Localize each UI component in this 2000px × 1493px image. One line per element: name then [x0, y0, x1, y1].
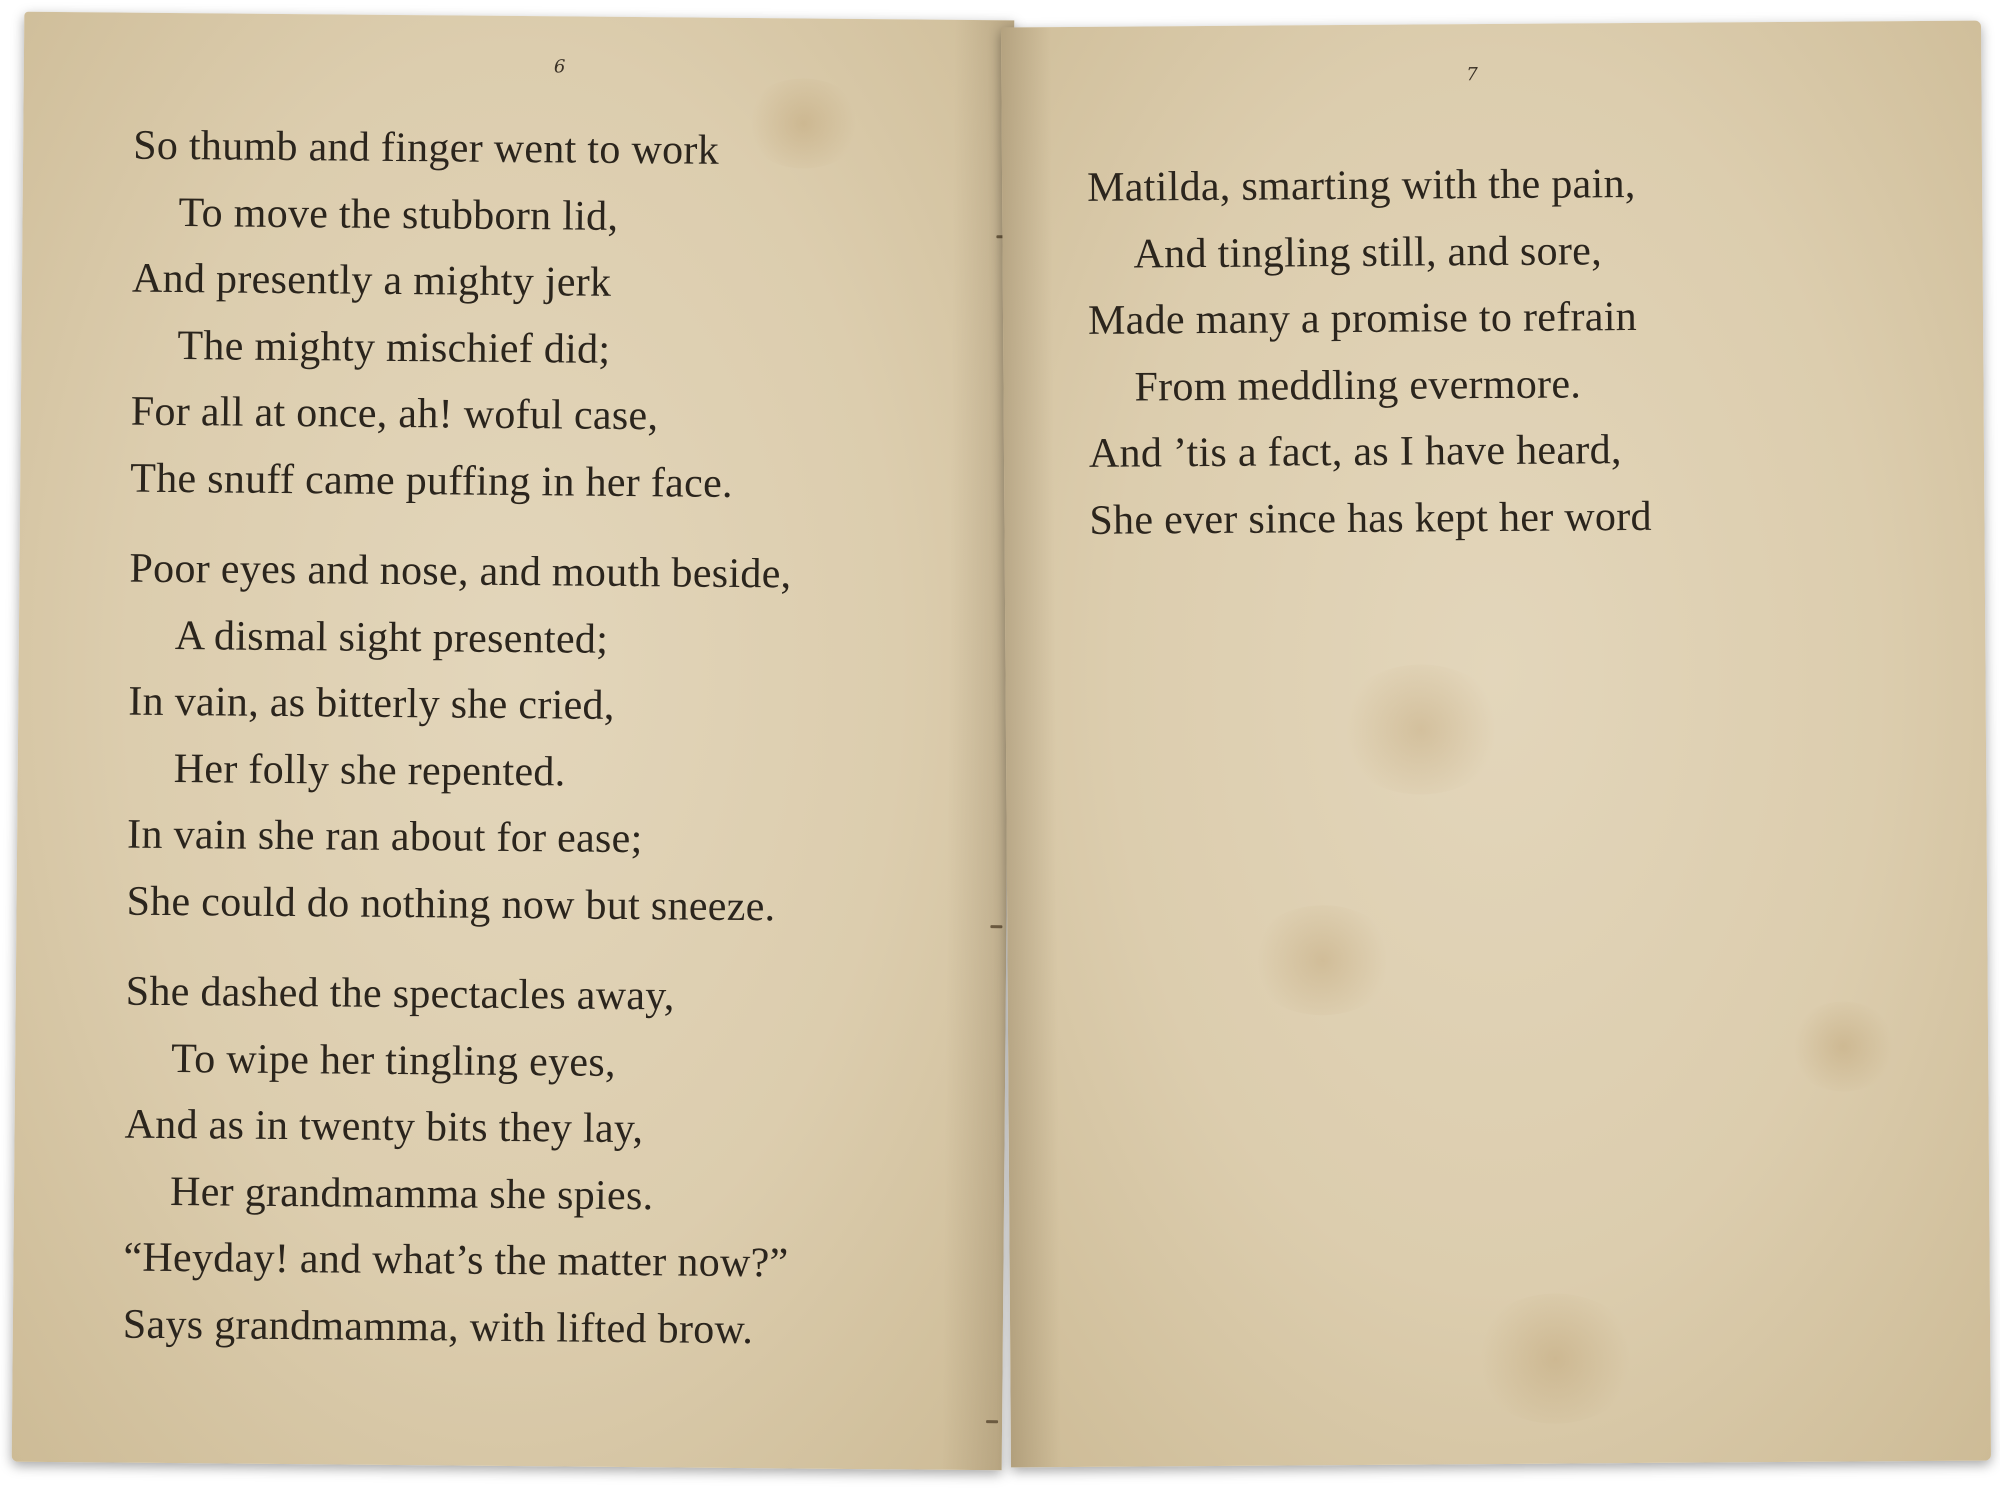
poem-line: To move the stubborn lid,	[178, 189, 619, 240]
left-page	[12, 12, 1015, 1471]
gutter-shadow	[1001, 27, 1061, 1467]
poem-line: Says grandmamma, with lifted brow.	[122, 1301, 754, 1353]
poem-line: In vain she ran about for ease;	[126, 811, 643, 863]
poem-line: “Heyday! and what’s the matter now?”	[123, 1234, 789, 1287]
poem-stanza	[1087, 149, 1950, 554]
poem-line: And as in twenty bits they lay,	[124, 1101, 644, 1153]
poem-line: The snuff came puffing in her face.	[130, 455, 734, 507]
paper-stain	[1247, 905, 1398, 1016]
poem-line: The mighty mischief did;	[177, 322, 611, 373]
poem-line: She ever since has kept her word	[1089, 493, 1652, 544]
paper-stain	[1788, 1001, 1899, 1092]
binding-stitch	[986, 1420, 998, 1423]
poem-stanza	[123, 959, 986, 1365]
poem-text-left	[122, 113, 993, 1389]
poem-line: Matilda, smarting with the pain,	[1086, 161, 1636, 211]
poem-line: She could do nothing now but sneeze.	[126, 878, 776, 930]
poem-line: For all at once, ah! woful case,	[130, 388, 659, 440]
right-page	[1001, 21, 1991, 1468]
poem-line: Made many a promise to refrain	[1087, 294, 1638, 344]
poem-line: From meddling evermore.	[1134, 360, 1582, 411]
page-number-right: 7	[1466, 64, 1478, 86]
page-number-left: 6	[553, 56, 566, 78]
paper-stain	[1470, 1293, 1641, 1424]
poem-line: So thumb and finger went to work	[132, 122, 720, 174]
poem-line: A dismal sight presented;	[174, 612, 609, 663]
poem-stanza	[126, 536, 989, 942]
paper-stain	[1335, 664, 1506, 795]
poem-line: Her folly she repented.	[173, 745, 566, 795]
poem-line: To wipe her tingling eyes,	[171, 1035, 617, 1086]
poem-line: Her grandmamma she spies.	[169, 1168, 654, 1219]
poem-text-right	[1087, 149, 1950, 578]
binding-stitch	[990, 925, 1002, 928]
poem-line: And presently a mighty jerk	[131, 255, 612, 306]
poem-stanza	[130, 113, 993, 519]
poem-line: Poor eyes and nose, and mouth beside,	[129, 545, 792, 598]
poem-line: She dashed the spectacles away,	[125, 968, 675, 1020]
poem-line: And ’tis a fact, as I have heard,	[1088, 427, 1622, 477]
poem-line: And tingling still, and sore,	[1133, 227, 1603, 278]
poem-line: In vain, as bitterly she cried,	[128, 678, 615, 729]
